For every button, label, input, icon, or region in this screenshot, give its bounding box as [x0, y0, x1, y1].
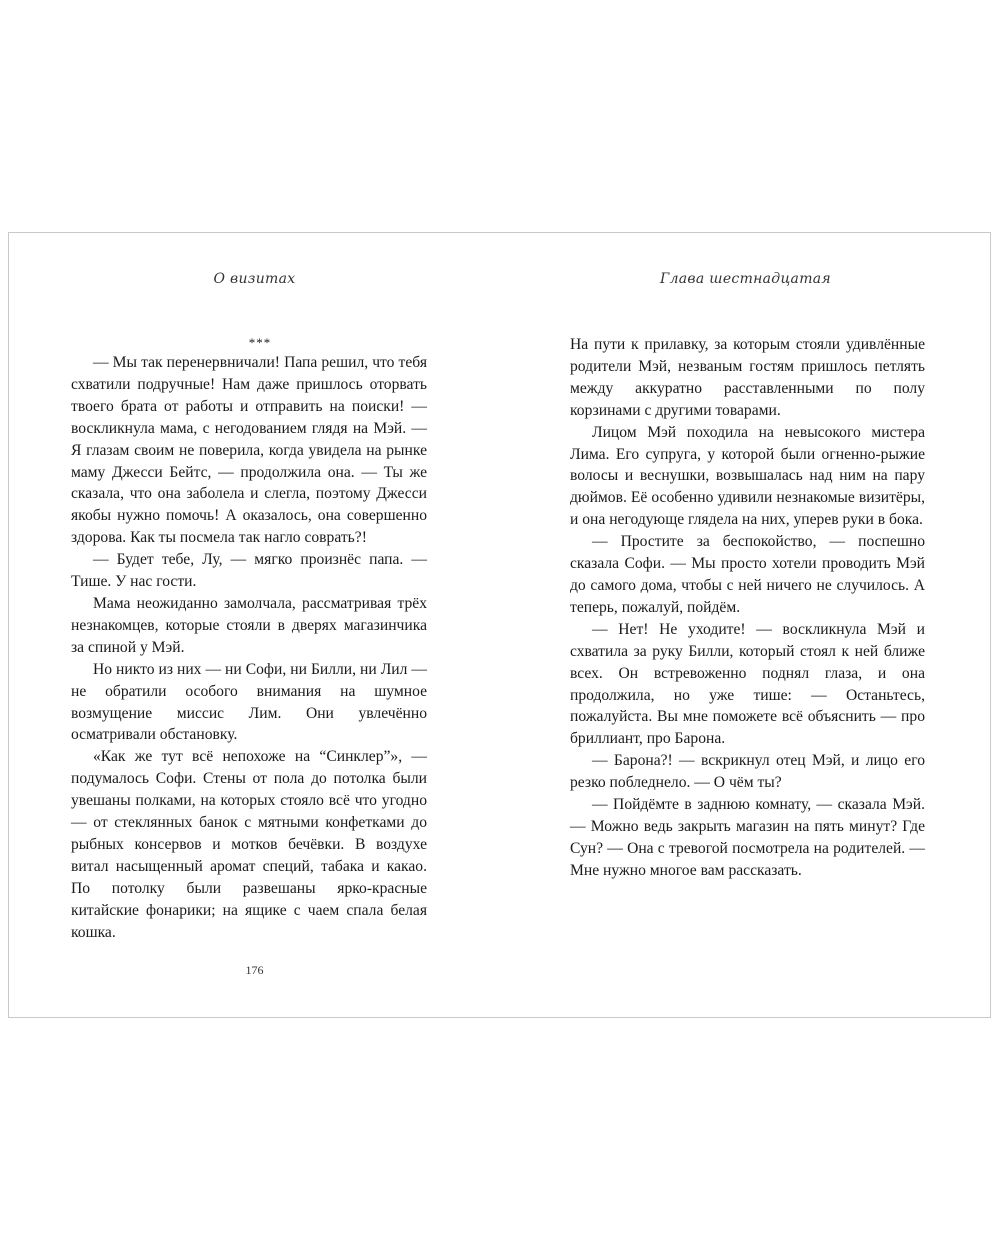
paragraph: — Будет тебе, Лу, — мягко произнёс папа. — Тише. У нас гости.	[71, 551, 427, 591]
paragraph: — Пойдёмте в заднюю комнату, — сказала Мэй. — Можно ведь закрыть магазин на пять минут? Где Сун? — Она с тревогой посмотрела на родителей. — Мне нужно многое вам рассказать.	[570, 796, 925, 879]
left-page	[9, 233, 500, 1017]
paragraph: — Мы так перенервничали! Папа решил, что тебя схватили подручные! Нам даже пришлось оторвать твоего брата от работы и отправить на поиски! — воскликнула мама, с негодованием глядя на Мэй. — Я глазам своим не поверила, когда увидела на рынке маму Джесси Бейтс, — продолжила она. — Ты же сказала, что она заболела и слегла, поэтому Джесси якобы нужно помочь! А оказалось, она совершенно здорова. Как ты посмела так нагло соврать?!	[71, 354, 427, 547]
running-head-right: Глава шестнадцатая	[660, 271, 831, 287]
paragraph: — Простите за беспокойство, — поспешно сказала Софи. — Мы просто хотели проводить Мэй до самого дома, чтобы с ней ничего не случилось. А теперь, пожалуй, пойдём.	[570, 533, 925, 616]
left-text-block	[71, 334, 427, 943]
right-text-block	[570, 334, 925, 882]
paragraph: Но никто из них — ни Софи, ни Билли, ни Лил — не обратили особого внимания на шумное возмущение миссис Лим. Они увлечённо осматривали обстановку.	[71, 660, 427, 744]
paragraph: Лицом Мэй походила на невысокого мистера Лима. Его супруга, у которой были огненно-рыжие волосы и веснушки, возвышалась над ним на пару дюймов. Её особенно удивили незнакомые визитёры, и она негодующе глядела на них, уперев руки в бока.	[570, 423, 925, 529]
paragraph: «Как же тут всё непохоже на “Синклер”», — подумалось Софи. Стены от пола до потолка были увешаны полками, на которых стояло всё что угодно — от стеклянных банок с мятными конфетками до рыбных консервов и мотков бечёвки. В воздухе витал насыщенный аромат специй, табака и какао. По потолку были развешаны ярко-красные китайские фонарики; на ящике с чаем спала белая кошка.	[71, 748, 427, 941]
paragraph: На пути к прилавку, за которым стояли удивлённые родители Мэй, незваным гостям пришлось петлять между аккуратно расставленными по полу корзинами с другими товарами.	[570, 336, 925, 419]
right-page	[500, 233, 991, 1017]
paragraph: Мама неожиданно замолчала, рассматривая трёх незнакомцев, которые стояли в дверях магазинчика за спиной у Мэй.	[71, 594, 427, 656]
paragraph: — Нет! Не уходите! — воскликнула Мэй и схватила за руку Билли, который стоял к ней ближе всех. Он встревоженно поднял глаза, и она продолжила, но уже тише: — Останьтесь, пожалуйста. Вы мне поможете всё объяснить — про бриллиант, про Барона.	[570, 620, 925, 748]
scene-break: ***	[248, 335, 272, 350]
page-number: 176	[245, 963, 264, 977]
paragraph: — Барона?! — вскрикнул отец Мэй, и лицо его резко побледнело. — О чём ты?	[570, 752, 925, 792]
running-head-left: О визитах	[213, 271, 296, 287]
book-spread	[8, 232, 991, 1018]
